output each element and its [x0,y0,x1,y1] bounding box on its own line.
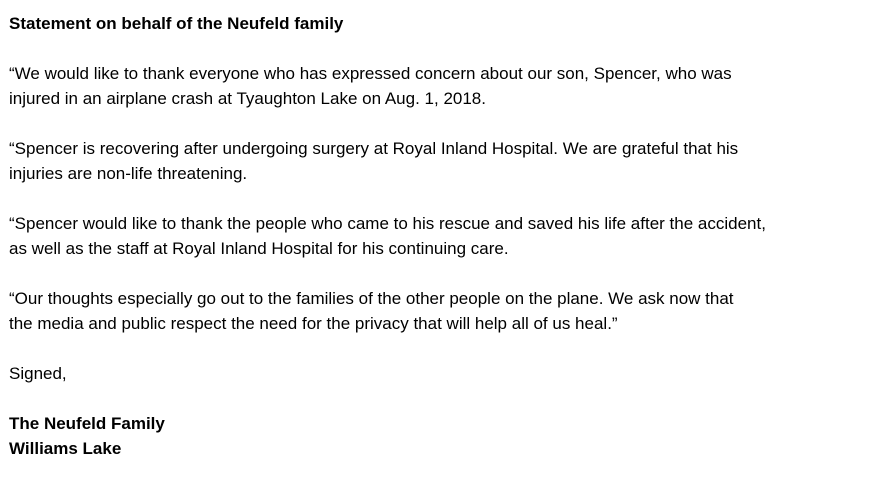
paragraph-line: the media and public respect the need for the privacy that will help all of us heal.” [9,314,618,333]
paragraph-line: “Our thoughts especially go out to the families of the other people on the plane. We ask now that [9,289,734,308]
paragraph-line: injuries are non-life threatening. [9,164,248,183]
paragraph-privacy [9,286,884,336]
paragraph-rescue-thanks [9,211,884,261]
signature-name: The Neufeld Family [9,414,165,433]
paragraph-line: as well as the staff at Royal Inland Hospital for his continuing care. [9,239,509,258]
paragraph-line: injured in an airplane crash at Tyaughton Lake on Aug. 1, 2018. [9,89,486,108]
paragraph-line: “Spencer is recovering after undergoing surgery at Royal Inland Hospital. We are grateful that his [9,139,739,158]
signature-location: Williams Lake [9,439,122,458]
closing-text: Signed, [9,364,67,383]
paragraph-line: “Spencer would like to thank the people who came to his rescue and saved his life after the accident, [9,214,766,233]
paragraph-line: “We would like to thank everyone who has expressed concern about our son, Spencer, who was [9,64,732,83]
paragraph-recovery [9,136,884,186]
document-title: Statement on behalf of the Neufeld family [9,14,344,33]
paragraph-thanks [9,61,884,111]
